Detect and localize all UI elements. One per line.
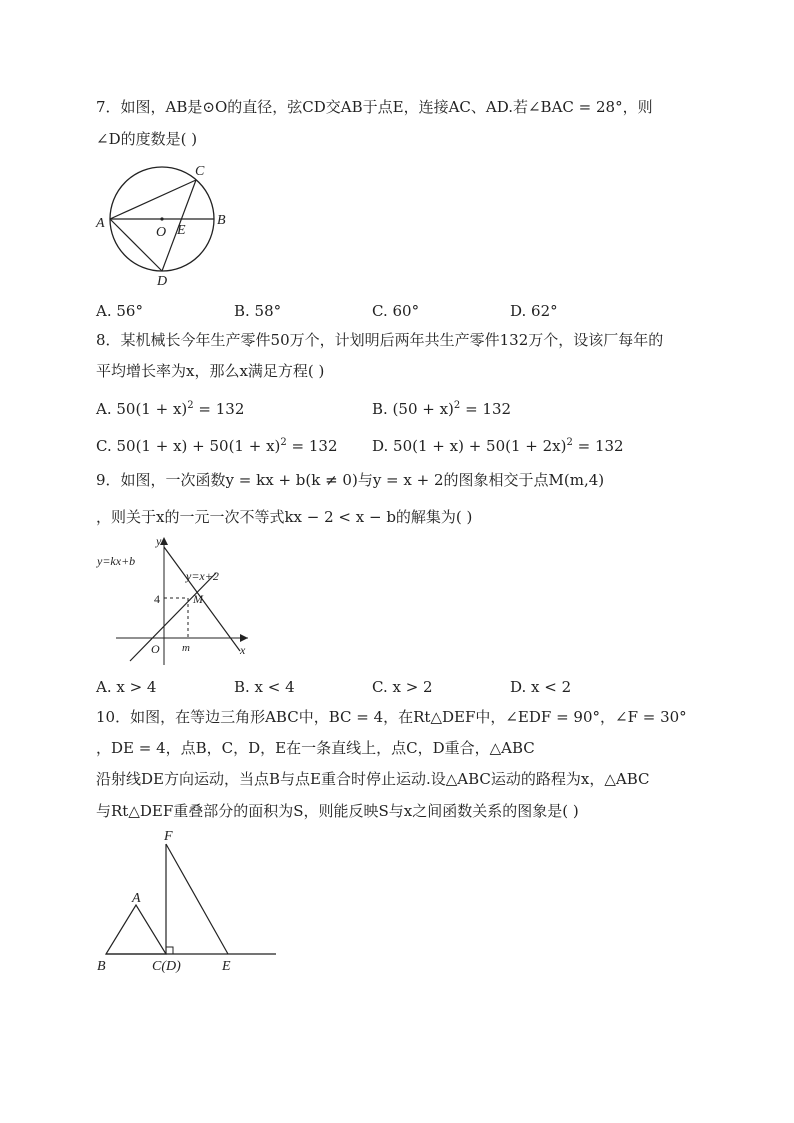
label-origin: O <box>151 642 160 656</box>
triangle-abc <box>106 905 166 954</box>
label-x: x <box>240 643 246 657</box>
label-cd: C(D) <box>152 959 181 974</box>
label-d: D <box>157 274 168 289</box>
q8-option-a[interactable]: A. $50(1 + x)^2 = 132$ <box>96 400 245 418</box>
label-o: O <box>156 225 167 240</box>
q9-option-d[interactable]: D. x < 2 <box>510 678 572 696</box>
q9-text-line1: 9．如图，一次函数y = kx + b(k ≠ 0)与y = x + 2的图象相交于点M(m,4) <box>96 471 605 489</box>
label-m-point: M <box>193 592 203 606</box>
q9-option-a[interactable]: A. x > 4 <box>96 678 157 696</box>
label-line1: y=kx+b <box>97 554 136 568</box>
label-e: E <box>222 959 231 974</box>
q10-triangle-figure <box>94 826 284 976</box>
label-four: 4 <box>154 592 160 606</box>
center-dot <box>160 217 163 220</box>
q7-option-d[interactable]: D. 62° <box>510 302 558 320</box>
label-b: B <box>97 959 106 974</box>
label-m: m <box>182 642 190 654</box>
q7-option-b[interactable]: B. 58° <box>234 302 282 320</box>
chord-ad <box>110 219 162 271</box>
q9-text-line2: ，则关于x的一元一次不等式kx − 2 < x − b的解集为( ) <box>96 508 473 526</box>
q10-text-line2: ，DE = 4，点B，C，D，E在一条直线上，点C，D重合，△ABC <box>96 739 535 757</box>
q10-text-line1: 10．如图，在等边三角形ABC中，BC = 4，在Rt△DEF中，∠EDF = 90°，∠F = 30° <box>96 708 687 726</box>
label-e: E <box>177 223 186 238</box>
q10-text-line3: 沿射线DE方向运动，当点B与点E重合时停止运动.设△ABC运动的路程为x，△ABC <box>96 770 650 788</box>
q7-option-a[interactable]: A. 56° <box>96 302 143 320</box>
q7-option-c[interactable]: C. 60° <box>372 302 420 320</box>
x-axis-arrow <box>240 634 248 642</box>
q7-text-line1: 7．如图，AB是⊙O的直径，弦CD交AB于点E，连接AC、AD.若∠BAC = 28°，则 <box>96 98 653 116</box>
q9-option-b[interactable]: B. x < 4 <box>234 678 295 696</box>
q8-option-d[interactable]: D. $50(1 + x) + 50(1 + 2x)^2 = 132$ <box>372 437 624 455</box>
segment-fe <box>166 844 228 954</box>
label-a: A <box>132 891 141 906</box>
q10-text-line4: 与Rt△DEF重叠部分的面积为S，则能反映S与x之间函数关系的图象是( ) <box>96 802 579 820</box>
label-b: B <box>217 213 226 228</box>
q8-option-b[interactable]: B. $(50 + x)^2 = 132$ <box>372 400 512 418</box>
q9-graph-figure <box>94 533 254 663</box>
q8-text-line2: 平均增长率为x，那么x满足方程( ) <box>96 362 325 380</box>
label-f: F <box>164 829 173 844</box>
q8-text-line1: 8．某机械长今年生产零件50万个，计划明后两年共生产零件132万个，设该厂每年的 <box>96 331 664 349</box>
q7-text-line2: ∠D的度数是( ) <box>96 130 198 148</box>
q8-option-c[interactable]: C. $50(1 + x) + 50(1 + x)^2 = 132$ <box>96 437 338 455</box>
label-line2: y=x+2 <box>186 569 219 583</box>
q9-option-c[interactable]: C. x > 2 <box>372 678 433 696</box>
label-y: y <box>156 534 162 548</box>
line-x-plus-2 <box>130 573 216 661</box>
label-c: C <box>195 164 205 179</box>
label-a: A <box>96 216 105 231</box>
q7-circle-figure <box>92 162 242 287</box>
right-angle-mark <box>166 947 173 954</box>
